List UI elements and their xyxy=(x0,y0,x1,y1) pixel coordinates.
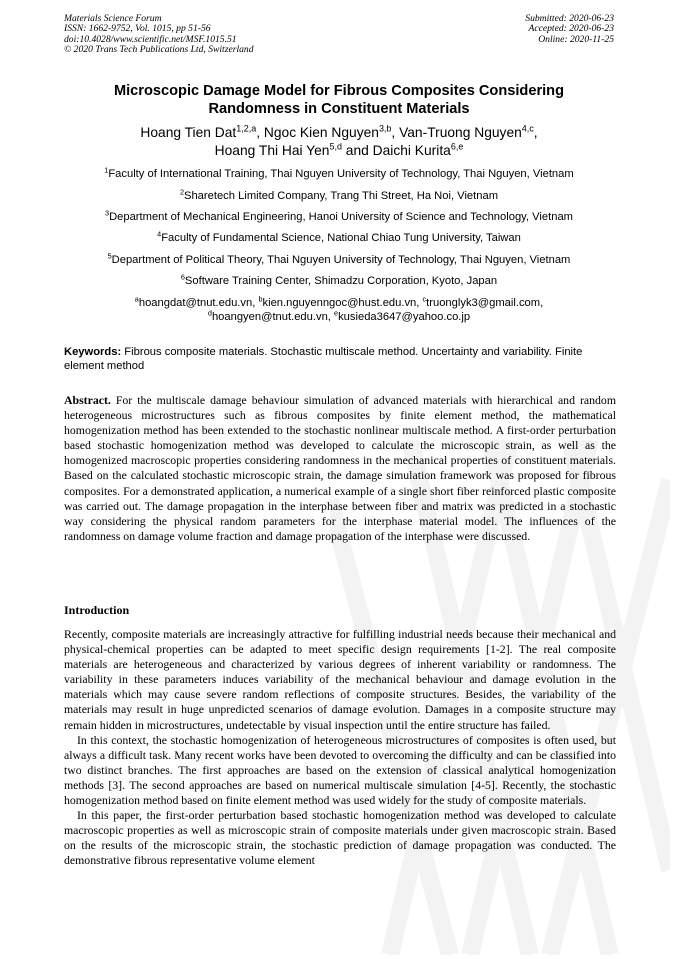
author-affiliation-marker: 3,b xyxy=(378,123,392,134)
affiliation-4 xyxy=(40,231,638,245)
keywords-block xyxy=(64,345,616,373)
paper-title-line-1: Microscopic Damage Model for Fibrous Composites Considering xyxy=(113,83,565,99)
email-marker: b xyxy=(258,294,263,304)
email-line-2 xyxy=(40,310,638,324)
author-name: Ngoc Kien Nguyen xyxy=(263,125,379,140)
affiliation-text: Department of Political Theory, Thai Nguyen University of Technology, Thai Nguyen, Vietnam xyxy=(111,254,571,266)
affiliation-text: Department of Mechanical Engineering, Hanoi University of Science and Technology, Vietnam xyxy=(109,211,573,223)
paper-title xyxy=(40,82,638,118)
author-affiliation-marker: 6,e xyxy=(450,141,464,152)
author-line-2 xyxy=(40,142,638,160)
email-address: truonglyk3@gmail.com, xyxy=(426,297,544,309)
keywords-label: Keywords: xyxy=(64,346,122,358)
submission-dates xyxy=(525,14,614,45)
author-separator: , xyxy=(256,125,264,140)
author-emails xyxy=(40,296,638,324)
affiliation-text: Faculty of Fundamental Science, National Chiao Tung University, Taiwan xyxy=(161,232,521,244)
journal-issn: ISSN: 1662-9752, Vol. 1015, pp 51-56 xyxy=(64,23,211,35)
affiliation-marker: 6 xyxy=(180,272,185,282)
abstract-label: Abstract. xyxy=(64,393,111,407)
affiliation-marker: 3 xyxy=(105,208,110,218)
intro-paragraph-1: Recently, composite materials are increasingly attractive for fulfilling industrial needs because their mechanical and physical-chemical properties can be adapted to meet specific design requirements [1-2]. The real composite materials are heterogeneous and characterized by various degrees of inherent variability or randomness. The variability in these parameters induces variability of the mechanical behaviour and damage evolution in the materials which may cause severe random reflections of composite structures. Besides, the variability of the materials may result in huge unpredicted scenarios of damage evolution. Damages in a composite structure may remain hidden in microstructures, undetectable by visual inspection until the entire structure has failed. xyxy=(64,627,616,732)
affiliation-3 xyxy=(40,210,638,224)
email-line-1 xyxy=(40,296,638,310)
journal-copyright: © 2020 Trans Tech Publications Ltd, Switzerland xyxy=(64,44,254,56)
email-marker: a xyxy=(134,294,139,304)
keywords-text: Fibrous composite materials. Stochastic multiscale method. Uncertainty and variability. Finite element method xyxy=(64,346,583,373)
author-list xyxy=(40,124,638,160)
email-address: kusieda3647@yahoo.co.jp xyxy=(338,311,471,323)
intro-paragraph-2: In this context, the stochastic homogenization of heterogeneous microstructures of composites is often used, but always a difficult task. Many recent works have been devoted to overcoming the difficulty and can be classified into two distinct branches. The first approaches are based on the extension of classical analytical homogenization methods [3]. The second approaches are based on numerical multiscale simulation [4-5]. Recently, the stochastic homogenization method based on finite element method was used widely for the study of composite materials. xyxy=(64,732,616,808)
online-date: Online: 2020-11-25 xyxy=(538,33,614,45)
author-affiliation-marker: 1,2,a xyxy=(236,123,257,134)
affiliation-marker: 5 xyxy=(107,251,112,261)
affiliation-text: Faculty of International Training, Thai Nguyen University of Technology, Thai Nguyen, Vietnam xyxy=(108,168,574,180)
affiliation-text: Sharetech Limited Company, Trang Thi Street, Ha Noi, Vietnam xyxy=(184,190,499,202)
journal-doi: doi:10.4028/www.scientific.net/MSF.1015.51 xyxy=(64,33,237,45)
affiliation-6 xyxy=(40,274,638,288)
intro-paragraph-3: In this paper, the first-order perturbation based stochastic homogenization method was developed to calculate macroscopic properties as well as microscopic strain of composite materials under given macroscopic strain. Based on the results of the microscopic strain, the stochastic prediction of damage propagation was conducted. The demonstrative fibrous representative volume element xyxy=(64,808,616,868)
introduction-heading: Introduction xyxy=(64,603,130,617)
abstract-text: For the multiscale damage behaviour simulation of advanced materials with hierarchical and random heterogeneous microstructures such as fibrous composites by finite element method, the mathematical homogenization method has been extended to the stochastic nonlinear multiscale method. A first-order perturbation based stochastic homogenization method was developed to calculate the microscopic strain, as well as the homogenized macroscopic properties considering randomness in the mechanical properties of constituent materials. Based on the calculated stochastic microscopic strain, the damage simulation framework was proposed for fibrous composites. For a demonstrated application, a numerical example of a single short fiber reinforced plastic composite was carried out. The damage propagation in the interphase between fiber and matrix was predicted in a stochastic way considering the physical random parameters for the interphase material model. The influences of the randomness on damage volume fraction and damage propagation of the interphase were discussed. xyxy=(64,393,616,543)
email-marker: c xyxy=(422,294,427,304)
author-separator: , xyxy=(391,125,400,140)
journal-name: Materials Science Forum xyxy=(64,13,162,24)
author-line-1 xyxy=(40,124,638,142)
author-name: Hoang Thi Hai Yen xyxy=(214,143,330,158)
author-affiliation-marker: 4,c xyxy=(521,123,534,134)
submitted-date: Submitted: 2020-06-23 xyxy=(525,13,614,24)
author-name: Hoang Tien Dat xyxy=(140,125,237,140)
author-name: Van-Truong Nguyen xyxy=(399,125,522,140)
email-address: hoangdat@tnut.edu.vn, xyxy=(138,297,259,309)
email-marker: d xyxy=(207,308,212,318)
author-affiliation-marker: 5,d xyxy=(329,141,342,152)
email-address: hoangyen@tnut.edu.vn, xyxy=(211,311,335,323)
abstract-paragraph xyxy=(64,393,616,544)
email-address: kien.nguyenngoc@hust.edu.vn, xyxy=(262,297,423,309)
affiliation-1 xyxy=(40,167,638,181)
paper-title-line-2: Randomness in Constituent Materials xyxy=(208,101,470,117)
affiliation-5 xyxy=(40,253,638,267)
journal-header xyxy=(64,14,254,56)
affiliation-marker: 1 xyxy=(104,165,109,175)
author-separator: , xyxy=(533,125,538,140)
affiliation-marker: 4 xyxy=(157,229,162,239)
introduction-body xyxy=(64,627,616,869)
affiliation-2 xyxy=(40,189,638,203)
affiliation-text: Software Training Center, Shimadzu Corporation, Kyoto, Japan xyxy=(184,275,498,287)
email-marker: e xyxy=(334,308,339,318)
accepted-date: Accepted: 2020-06-23 xyxy=(528,23,614,35)
affiliation-marker: 2 xyxy=(179,187,184,197)
author-name: and Daichi Kurita xyxy=(345,143,451,158)
